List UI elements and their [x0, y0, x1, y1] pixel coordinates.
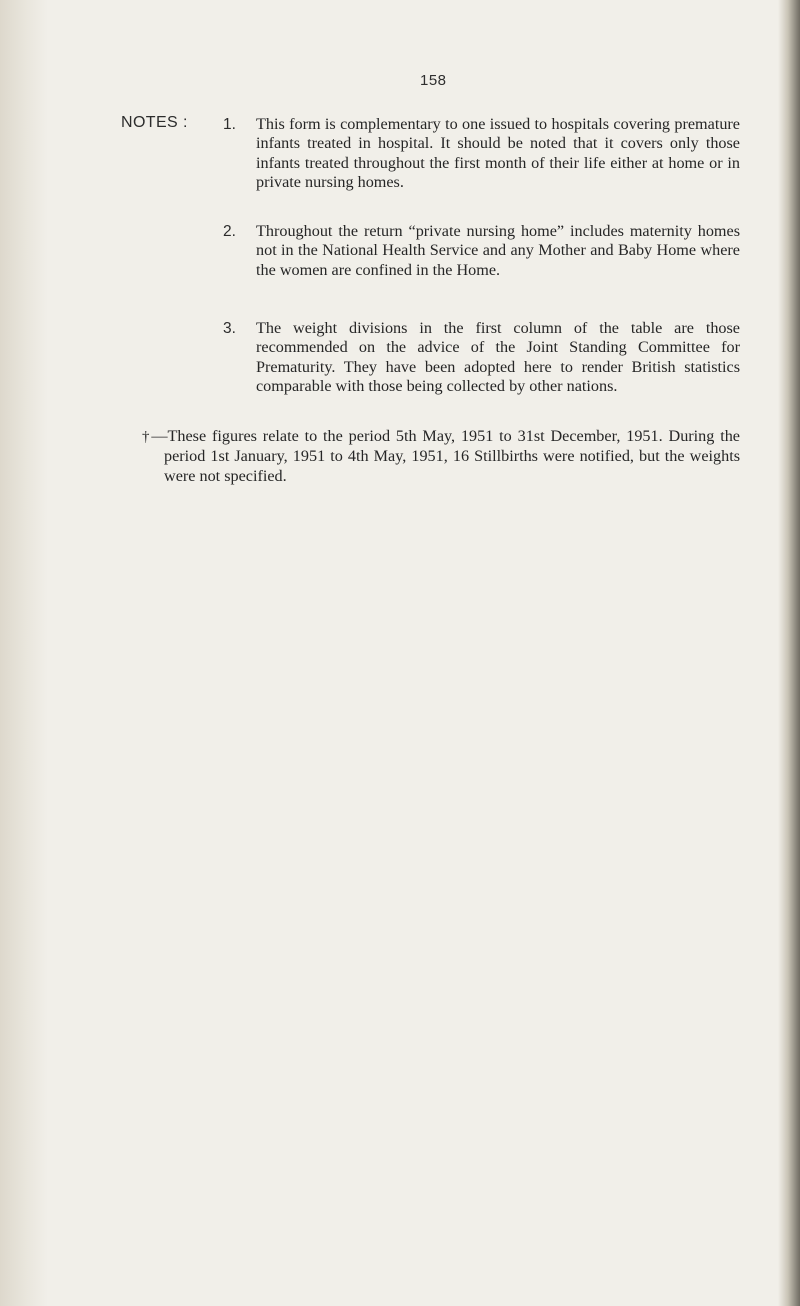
- footnote-dagger-mark: †: [142, 429, 152, 445]
- note-item-2: [223, 222, 740, 280]
- note-number-3: 3.: [223, 320, 236, 337]
- notes-label: NOTES :: [121, 114, 188, 131]
- note-item-1: [223, 115, 740, 193]
- note-text-2: Throughout the return “private nursing home” includes maternity homes not in the National Health Service and any Mother and Baby Home where the women are confined in the Home.: [256, 222, 740, 279]
- note-item-3: [223, 319, 740, 397]
- footnote: [142, 427, 740, 486]
- note-number-2: 2.: [223, 223, 236, 240]
- page-number: 158: [420, 72, 447, 89]
- note-text-3: The weight divisions in the first column of the table are those recommended on the advice of the Joint Standing Committee for Prematurity. They have been adopted here to render British statistics comparable with those being collected by other nations.: [256, 319, 740, 396]
- scan-shadow-right: [778, 0, 800, 1306]
- footnote-text: —These figures relate to the period 5th May, 1951 to 31st December, 1951. During the period 1st January, 1951 to 4th May, 1951, 16 Stillbirths were notified, but the weights were not specified.: [151, 427, 740, 485]
- scan-shadow-left: [0, 0, 48, 1306]
- note-number-1: 1.: [223, 116, 236, 133]
- note-text-1: This form is complementary to one issued to hospitals covering premature infants treated in hospital. It should be noted that it covers only those infants treated throughout the first month of their life either at home or in private nursing homes.: [256, 115, 740, 192]
